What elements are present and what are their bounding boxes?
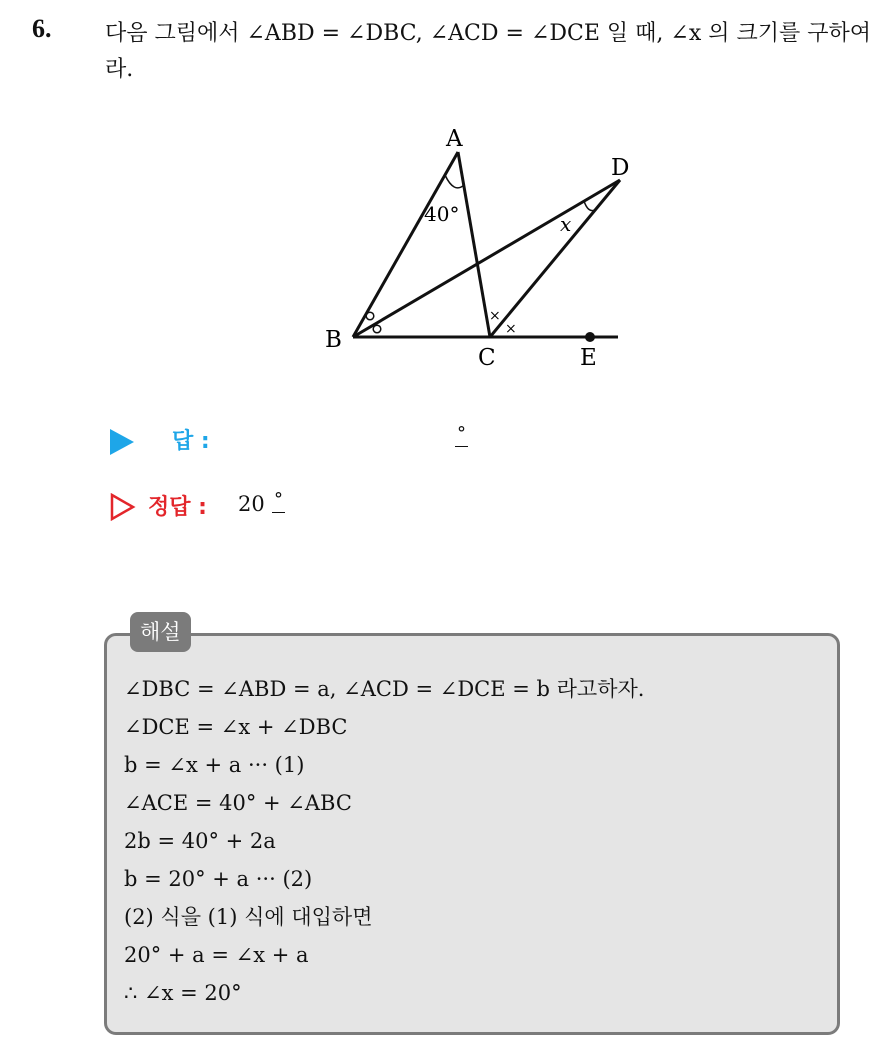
correct-answer-label: 정답 : xyxy=(148,495,207,520)
solution-line: ∠DBC = ∠ABD = a, ∠ACD = ∠DCE = b 라고하자. xyxy=(124,677,645,701)
play-arrow-icon xyxy=(110,429,134,455)
triangle-diagram xyxy=(300,115,660,385)
angle-b-mark-upper xyxy=(366,312,374,320)
angle-b-mark-lower xyxy=(373,325,381,333)
solution-line: b = ∠x + a ··· (1) xyxy=(124,753,305,777)
point-e-dot xyxy=(585,332,595,342)
angle-x-label: x xyxy=(560,212,572,236)
solution-lines xyxy=(124,670,824,1012)
angle-c-mark-left: × xyxy=(489,308,501,324)
solution-line: 2b = 40° + 2a xyxy=(124,829,276,853)
angle-c-mark-right: × xyxy=(505,321,517,337)
answer-row xyxy=(110,420,510,464)
correct-answer-unit: ° xyxy=(272,488,285,513)
solution-line: b = 20° + a ··· (2) xyxy=(124,867,313,891)
line-cd xyxy=(490,180,620,337)
solution-tag: 해설 xyxy=(130,612,191,652)
geometry-figure xyxy=(300,115,660,385)
solution-line: ∠ACE = 40° + ∠ABC xyxy=(124,791,352,815)
answer-label: 답 : xyxy=(172,429,210,454)
correct-answer-row xyxy=(110,486,510,530)
solution-line: 20° + a = ∠x + a xyxy=(124,943,309,967)
label-c: C xyxy=(478,345,496,371)
line-ac xyxy=(458,152,490,337)
label-a: A xyxy=(446,126,463,152)
question-number: 6. xyxy=(32,14,52,43)
question-text: 다음 그림에서 ∠ABD = ∠DBC, ∠ACD = ∠DCE 일 때, ∠x 의 크기를 구하여라. xyxy=(105,21,871,82)
label-b: B xyxy=(325,327,342,353)
line-ab xyxy=(353,152,458,337)
outline-arrow-icon xyxy=(110,493,136,521)
label-e: E xyxy=(580,345,597,371)
angle-d-arc xyxy=(584,201,595,211)
label-d: D xyxy=(611,155,630,181)
solution-line: (2) 식을 (1) 식에 대입하면 xyxy=(124,905,373,929)
solution-line: ∠DCE = ∠x + ∠DBC xyxy=(124,715,348,739)
correct-answer-value: 20 xyxy=(238,492,265,516)
answer-unit: ° xyxy=(455,422,468,447)
angle-a-value: 40° xyxy=(424,202,460,226)
solution-line: ∴ ∠x = 20° xyxy=(124,981,242,1005)
